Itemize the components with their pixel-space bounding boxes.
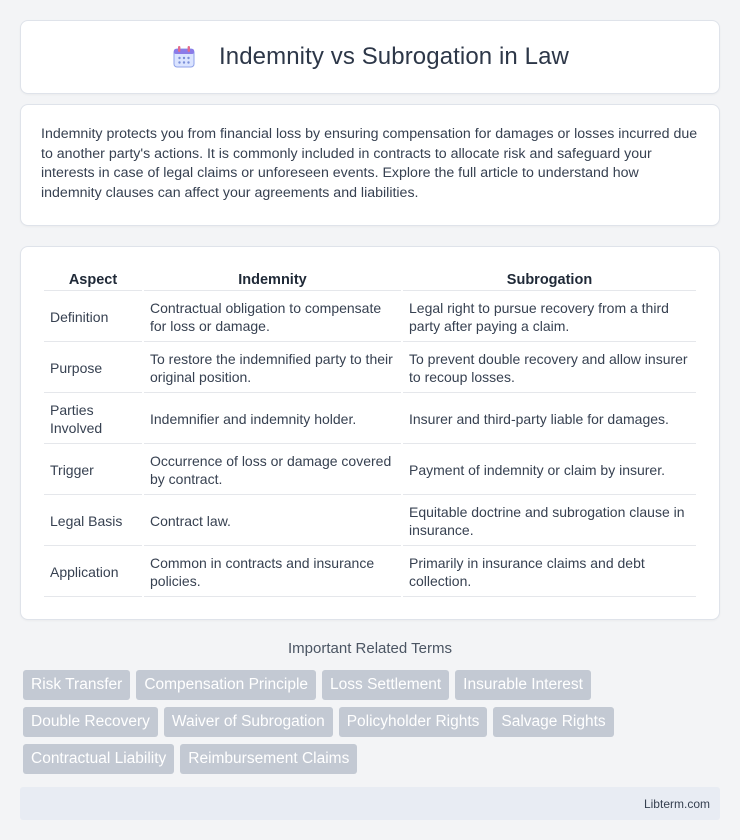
cell-indemnity: Occurrence of loss or damage covered by contract.: [144, 446, 401, 495]
cell-indemnity: Common in contracts and insurance policies.: [144, 548, 401, 597]
comparison-table: [42, 267, 698, 599]
header-aspect: Aspect: [44, 269, 142, 291]
term-tag[interactable]: Insurable Interest: [455, 670, 591, 700]
term-tag[interactable]: Contractual Liability: [23, 744, 174, 774]
cell-aspect: Legal Basis: [44, 497, 142, 546]
footer-site-link[interactable]: Libterm.com: [643, 796, 710, 811]
cell-subrogation: To prevent double recovery and allow insurer to recoup losses.: [403, 344, 696, 393]
term-tag[interactable]: Double Recovery: [23, 707, 158, 737]
table-header-row: [44, 269, 696, 291]
page-title: Indemnity vs Subrogation in Law: [219, 43, 569, 70]
table-row: [44, 344, 696, 393]
related-terms-title: Important Related Terms: [288, 640, 452, 658]
table-row: [44, 395, 696, 444]
cell-indemnity: Indemnifier and indemnity holder.: [144, 395, 401, 444]
term-tag[interactable]: Salvage Rights: [493, 707, 613, 737]
header-subrogation: Subrogation: [403, 269, 696, 291]
calendar-icon: [171, 44, 197, 70]
cell-subrogation: Primarily in insurance claims and debt collection.: [403, 548, 696, 597]
cell-aspect: Purpose: [44, 344, 142, 393]
cell-indemnity: Contractual obligation to compensate for loss or damage.: [144, 293, 401, 342]
cell-subrogation: Payment of indemnity or claim by insurer.: [403, 446, 696, 495]
cell-aspect: Trigger: [44, 446, 142, 495]
related-terms-list: [20, 670, 720, 774]
header-indemnity: Indemnity: [144, 269, 401, 291]
cell-indemnity: Contract law.: [144, 497, 401, 546]
table-row: [44, 497, 696, 546]
term-tag[interactable]: Policyholder Rights: [339, 707, 488, 737]
cell-aspect: Parties Involved: [44, 395, 142, 444]
cell-aspect: Application: [44, 548, 142, 597]
comparison-card: [20, 246, 720, 620]
table-row: [44, 548, 696, 597]
cell-subrogation: Equitable doctrine and subrogation clause in insurance.: [403, 497, 696, 546]
cell-subrogation: Insurer and third-party liable for damages.: [403, 395, 696, 444]
term-tag[interactable]: Loss Settlement: [322, 670, 449, 700]
cell-subrogation: Legal right to pursue recovery from a third party after paying a claim.: [403, 293, 696, 342]
intro-card: [20, 104, 720, 226]
cell-indemnity: To restore the indemnified party to their original position.: [144, 344, 401, 393]
term-tag[interactable]: Risk Transfer: [23, 670, 130, 700]
table-row: [44, 293, 696, 342]
cell-aspect: Definition: [44, 293, 142, 342]
footer: [20, 787, 720, 820]
term-tag[interactable]: Compensation Principle: [136, 670, 316, 700]
term-tag[interactable]: Reimbursement Claims: [180, 744, 357, 774]
header-card: [20, 20, 720, 94]
term-tag[interactable]: Waiver of Subrogation: [164, 707, 333, 737]
table-row: [44, 446, 696, 495]
intro-text: Indemnity protects you from financial loss by ensuring compensation for damages or losses incurred due to another party's actions. It is commonly included in contracts to allocate risk and safeguard your interests in case of legal claims or unforeseen events. Explore the full article to understand how indemnity clauses can affect your agreements and liabilities.: [41, 126, 698, 201]
